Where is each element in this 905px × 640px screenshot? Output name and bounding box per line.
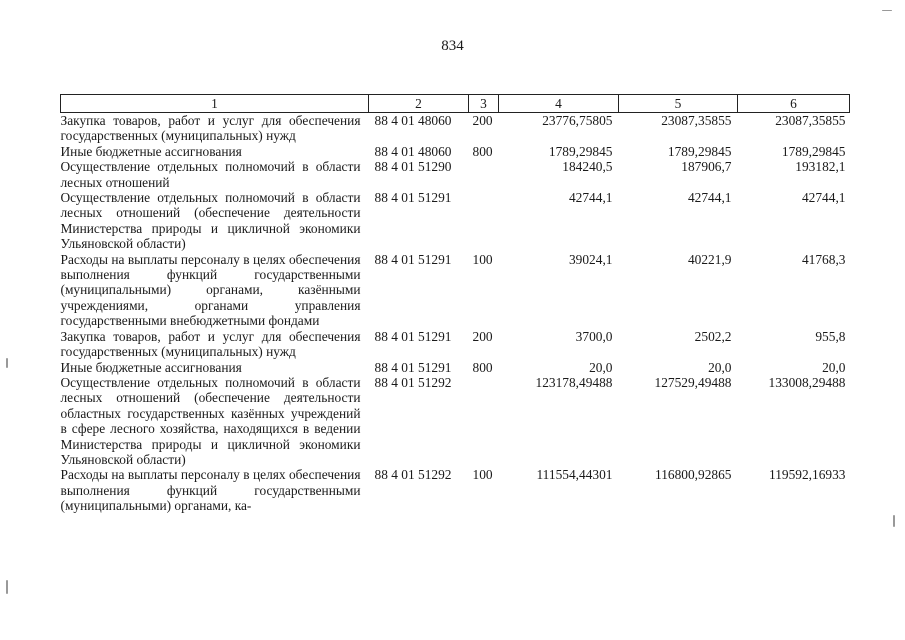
row-name: Расходы на выплаты персоналу в целях обеспечения выполнения функций государственными (муниципальными) органами, ка- [60, 467, 361, 514]
table-row [61, 144, 850, 159]
row-amount-3: 42744,1 [801, 190, 846, 206]
row-target-code: 88 4 01 51291 [374, 190, 452, 206]
row-target-code: 88 4 01 51292 [374, 467, 452, 483]
column-header-4: 4 [499, 95, 619, 113]
table-row [61, 252, 850, 329]
row-name: Иные бюджетные ассигнования [60, 359, 242, 375]
row-amount-1: 123178,49488 [535, 374, 613, 390]
row-amount-1: 3700,0 [575, 328, 613, 344]
row-name: Закупка товаров, работ и услуг для обеспечения государственных (муниципальных) нужд [60, 328, 361, 360]
row-name: Осуществление отдельных полномочий в области лесных отношений (обеспечение деятельности областных государственных казённых учреждений в сфере лесного хозяйства, находящихся в ведении Министерства природы и цикличной экономики Ульяновской области) [60, 374, 361, 467]
table-row [61, 360, 850, 375]
row-amount-3: 41768,3 [801, 251, 846, 267]
column-header-2: 2 [369, 95, 469, 113]
row-expense-type [469, 375, 499, 467]
row-amount-2: 2502,2 [694, 328, 732, 344]
row-amount-3: 1789,29845 [781, 143, 846, 159]
row-amount-2: 1789,29845 [667, 143, 732, 159]
row-amount-2: 127529,49488 [654, 374, 732, 390]
row-amount-1: 20,0 [589, 359, 613, 375]
row-amount-2: 40221,9 [687, 251, 732, 267]
table-row [61, 159, 850, 190]
scan-speck [6, 580, 8, 594]
row-amount-1: 111554,44301 [536, 467, 613, 483]
row-target-code: 88 4 01 51291 [374, 328, 452, 344]
scan-speck [882, 10, 892, 11]
row-name: Иные бюджетные ассигнования [60, 143, 242, 159]
row-expense-type [469, 190, 499, 252]
page-number: 834 [441, 38, 464, 54]
row-amount-3: 193182,1 [795, 159, 846, 175]
row-target-code: 88 4 01 51292 [374, 374, 452, 390]
row-expense-type: 800 [472, 359, 493, 375]
row-amount-2: 20,0 [708, 359, 732, 375]
row-amount-3: 119592,16933 [769, 467, 846, 483]
row-expense-type: 200 [472, 328, 493, 344]
column-header-6: 6 [738, 95, 850, 113]
row-amount-1: 184240,5 [562, 159, 613, 175]
row-target-code: 88 4 01 48060 [374, 113, 452, 128]
table-row [61, 375, 850, 467]
table-header-row [61, 95, 850, 113]
column-header-1: 1 [61, 95, 369, 113]
row-target-code: 88 4 01 51291 [374, 251, 452, 267]
row-target-code: 88 4 01 48060 [374, 143, 452, 159]
row-target-code: 88 4 01 51290 [374, 159, 452, 175]
scan-speck [893, 515, 895, 527]
row-amount-3: 133008,29488 [768, 374, 846, 390]
row-amount-2: 23087,35855 [661, 113, 732, 128]
row-name: Осуществление отдельных полномочий в области лесных отношений (обеспечение деятельности Министерства природы и цикличной экономики Ульяновской области) [60, 190, 361, 252]
row-target-code: 88 4 01 51291 [374, 359, 452, 375]
row-amount-2: 116800,92865 [655, 467, 732, 483]
column-header-5: 5 [619, 95, 738, 113]
row-name: Закупка товаров, работ и услуг для обеспечения государственных (муниципальных) нужд [60, 113, 361, 144]
column-header-3: 3 [469, 95, 499, 113]
row-amount-1: 1789,29845 [548, 143, 613, 159]
row-expense-type: 800 [472, 143, 493, 159]
table-row [61, 467, 850, 513]
row-expense-type: 100 [472, 251, 493, 267]
row-amount-3: 955,8 [815, 328, 846, 344]
row-name: Осуществление отдельных полномочий в области лесных отношений [60, 159, 361, 190]
row-name: Расходы на выплаты персоналу в целях обеспечения выполнения функций государственными (муниципальными) органами, казёнными учреждениями, органами управления государственными внебюджетными фондами [60, 251, 361, 329]
row-amount-2: 187906,7 [681, 159, 732, 175]
row-amount-3: 23087,35855 [775, 113, 846, 128]
row-expense-type: 100 [472, 467, 493, 483]
table-row [61, 113, 850, 144]
row-expense-type [469, 159, 499, 190]
table-row [61, 190, 850, 252]
budget-table [60, 94, 850, 514]
row-amount-2: 42744,1 [687, 190, 732, 206]
row-amount-1: 42744,1 [568, 190, 613, 206]
scan-speck [6, 358, 8, 368]
row-expense-type: 200 [472, 113, 493, 128]
table-row [61, 329, 850, 360]
row-amount-1: 23776,75805 [542, 113, 613, 128]
row-amount-3: 20,0 [822, 359, 846, 375]
row-amount-1: 39024,1 [568, 251, 613, 267]
